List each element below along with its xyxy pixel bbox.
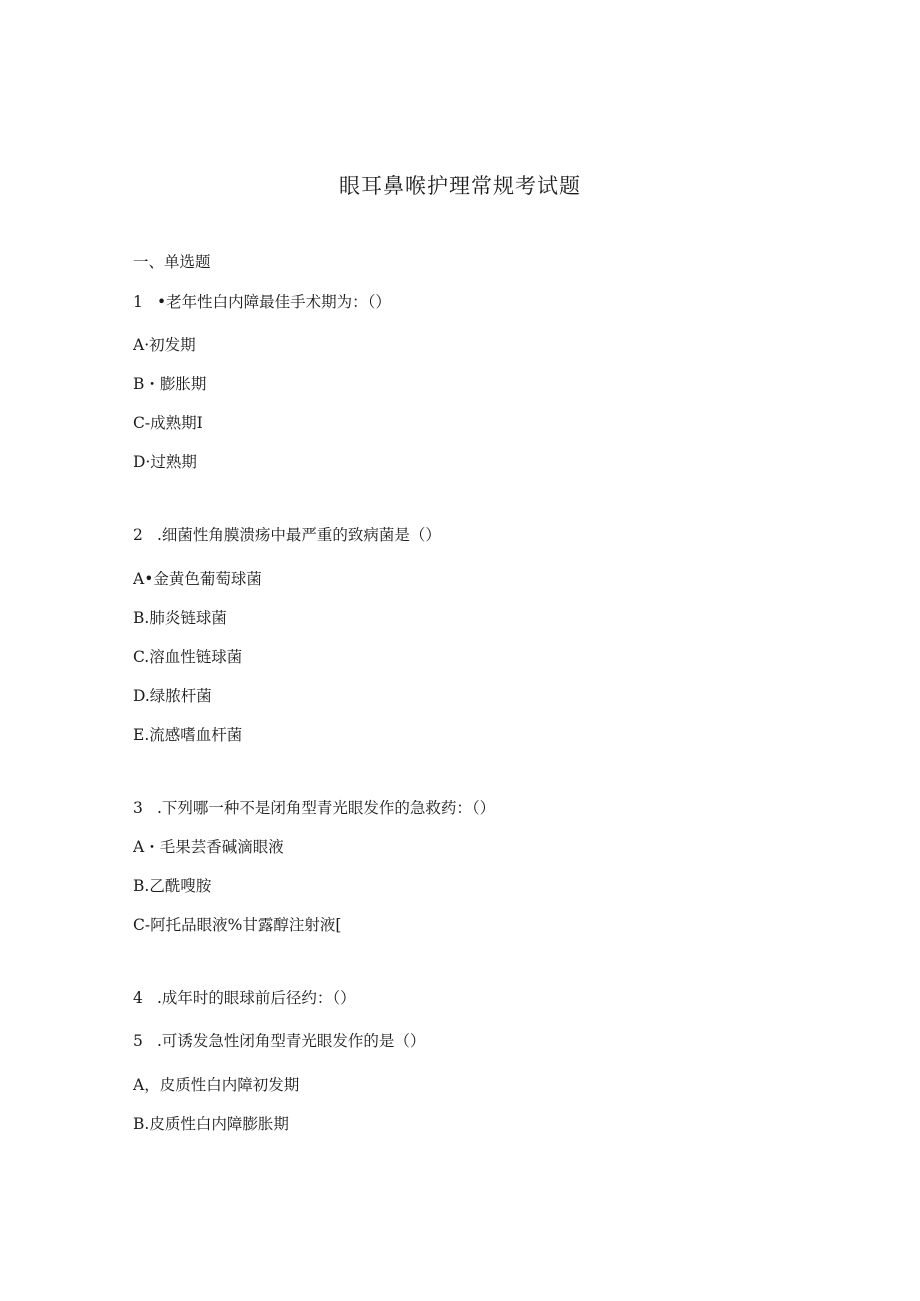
option: A•金黄色葡萄球菌: [133, 570, 262, 588]
option: B・膨胀期: [133, 375, 207, 393]
question-2: [133, 523, 441, 545]
option: B.肺炎链球菌: [133, 609, 227, 627]
option: A·初发期: [133, 336, 196, 354]
section-heading: 一、单选题: [133, 253, 211, 271]
question-5: [133, 1029, 425, 1051]
option: C-阿托品眼液%甘露醇注射液[: [133, 916, 342, 934]
question-text: .成年时的眼球前后径约：（）: [157, 989, 356, 1007]
option: E.流感嗜血杆菌: [133, 726, 243, 744]
question-3: [133, 796, 495, 818]
question-number: 4: [133, 989, 143, 1007]
question-number: 5: [133, 1032, 143, 1050]
question-text: •老年性白内障最佳手术期为：（）: [157, 293, 391, 311]
document-title: 眼耳鼻喉护理常规考试题: [339, 174, 581, 198]
option: C.溶血性链球菌: [133, 648, 243, 666]
question-4: [133, 986, 356, 1008]
question-number: 2: [133, 526, 143, 544]
question-number: 1: [133, 293, 143, 311]
question-1: [133, 290, 391, 312]
option: B.皮质性白内障膨胀期: [133, 1115, 289, 1133]
option: B.乙酰嗖胺: [133, 877, 212, 895]
question-number: 3: [133, 799, 143, 817]
option: A・毛果芸香碱滴眼液: [133, 838, 284, 856]
option: A，皮质性白内障初发期: [133, 1076, 300, 1094]
option: C-成熟期I: [133, 414, 203, 432]
question-text: .下列哪一种不是闭角型青光眼发作的急救药：（）: [157, 799, 496, 817]
question-text: .细菌性角膜溃疡中最严重的致病菌是（）: [157, 526, 441, 544]
option: D.绿脓杆菌: [133, 687, 212, 705]
option: D·过熟期: [133, 453, 197, 471]
question-text: .可诱发急性闭角型青光眼发作的是（）: [157, 1032, 426, 1050]
